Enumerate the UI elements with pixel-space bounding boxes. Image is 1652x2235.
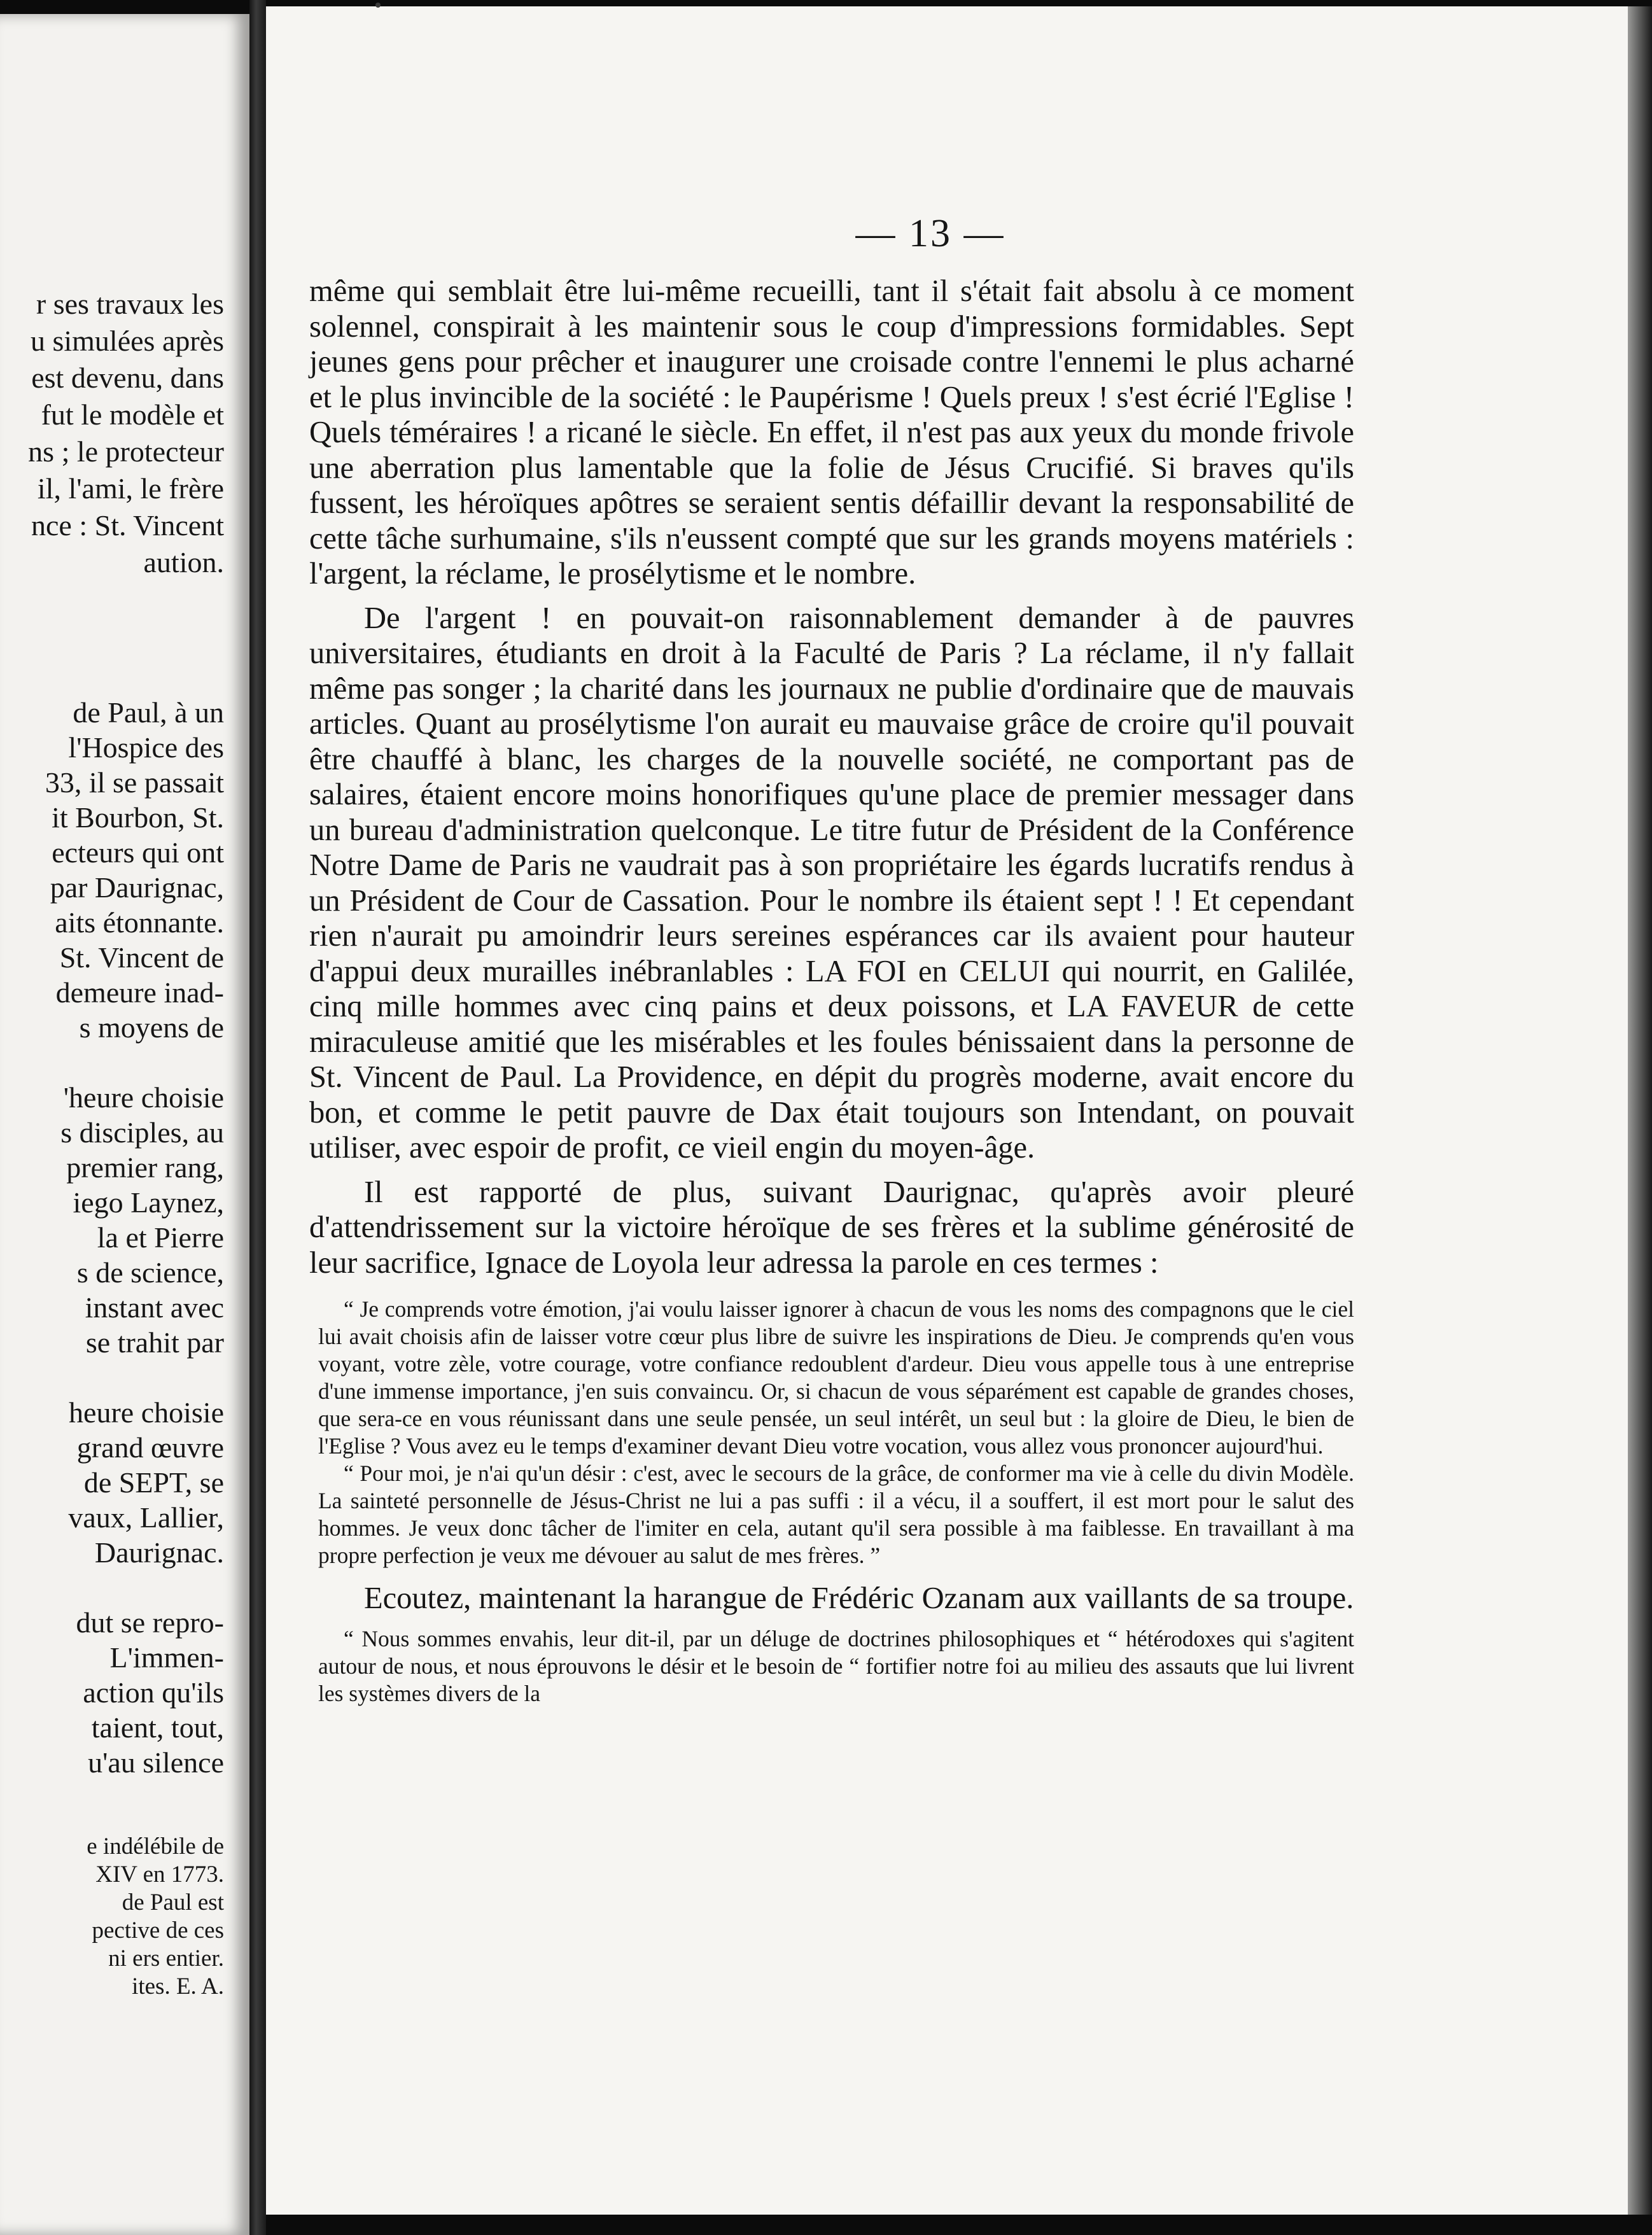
- left-page-line: s moyens de: [79, 1011, 224, 1044]
- paragraph-4-text: Ecoutez, maintenant la harangue de Frédéric Ozanam aux vaillants de sa troupe.: [364, 1581, 1354, 1615]
- paragraph-1-text: même qui semblait être lui-même recueilli, tant il s'était fait absolu à ce moment solennel, conspirait à les maintenir sous le coup d'impressions formidables. Sept jeunes gens pour prêcher et inaugurer une croisade contre l'ennemi le plus acharné et le plus invincible de la société : le Paupérisme ! Quels preux ! s'est écrié l'Eglise ! Quels téméraires ! a ricané le siècle. En effet, il n'est pas aux yeux du monde frivole une aberration plus lamentable que la folie de Jésus Crucifié. Si braves qu'ils fussent, les héroïques apôtres se seraient sentis défaillir devant la responsabilité de cette tâche surhumaine, s'ils n'eussent compté que sur les grands moyens matériels : l'argent, la réclame, le prosélytisme et le nombre.: [309, 274, 1354, 591]
- paragraph-4: [309, 1581, 1354, 1616]
- left-page-line: e indélébile de: [87, 1833, 224, 1860]
- page-number: — 13 —: [855, 212, 1005, 255]
- paragraph-3: [309, 1175, 1354, 1281]
- paragraph-2-text: De l'argent ! en pouvait-on raisonnablement demander à de pauvres universitaires, étudiants en droit à la Faculté de Paris ? La réclame, il n'y fallait même pas songer ; la charité dans les journaux ne publie d'ordinaire que de mauvais articles. Quant au prosélytisme l'on aurait eu mauvaise grâce de croire qu'il pouvait être chauffé à blanc, les charges de la nouvelle société, ne comportant pas de salaires, étaient encore moins honorifiques qu'une place de premier messager dans un bureau d'administration quelconque. Le titre futur de Président de la Conférence Notre Dame de Paris ne vaudrait pas à son propriétaire les égards lucratifs rendus à un Président de Cour de Cassation. Pour le nombre ils étaient sept ! ! Et cependant rien n'aurait pu amoindrir leurs sereines espérances car ils avaient pour hauteur d'appui deux murailles inébranlables : LA FOI en CELUI qui nourrit, en Galilée, cinq mille hommes avec cinq pains et deux poissons, et LA FAVEUR de cette miraculeuse amitié que les misérables et les foules bénissaient dans la personne de St. Vincent de Paul. La Providence, en dépit du progrès moderne, avait encore du bon, et comme le petit pauvre de Dax était toujours son Intendant, on pouvait utiliser, avec espoir de profit, ce vieil engin du moyen-âge.: [309, 601, 1354, 1165]
- left-page-line: demeure inad-: [55, 976, 224, 1009]
- left-page-line: instant avec: [85, 1291, 224, 1324]
- left-page-line: action qu'ils: [83, 1676, 224, 1709]
- left-page-line: de Paul est: [122, 1889, 224, 1916]
- loyola-quote-paragraph-2: “ Pour moi, je n'ai qu'un désir : c'est, avec le secours de la grâce, de conformer ma vie à celle du divin Modèle. La sainteté personnelle de Jésus-Christ ne lui a pas suffi : il a vécu, il a souffert, il est mort pour le salut des hommes. Je veux donc tâcher de l'imiter en cela, autant qu'il sera possible à ma faiblesse. En travaillant à ma propre perfection je veux me dévouer au salut de mes frères. ”: [318, 1461, 1354, 1568]
- left-page-line: grand œuvre: [76, 1431, 224, 1464]
- left-page-line: L'immen-: [109, 1641, 224, 1674]
- left-page-line: de SEPT, se: [83, 1466, 224, 1499]
- paragraph-2: [309, 601, 1354, 1166]
- left-page-line: heure choisie: [69, 1396, 224, 1429]
- left-page-line: de Paul, à un: [73, 696, 224, 729]
- left-page-line: u'au silence: [88, 1746, 224, 1779]
- left-page-line: se trahit par: [85, 1326, 224, 1359]
- left-page-line: ni ers entier.: [108, 1945, 224, 1972]
- left-page-line: pective de ces: [92, 1917, 224, 1944]
- left-page-line: 'heure choisie: [63, 1081, 224, 1114]
- left-page-line: aits étonnante.: [55, 906, 224, 939]
- left-page-line: iego Laynez,: [73, 1186, 224, 1219]
- book-gutter: [249, 0, 266, 2235]
- page-edge-shadow: [1628, 6, 1652, 2215]
- right-page-text-column: [309, 211, 1354, 1719]
- left-page-line: ns ; le protecteur: [28, 435, 224, 468]
- left-page-line: 33, il se passait: [45, 766, 224, 799]
- left-page-line: l'Hospice des: [68, 731, 224, 764]
- left-page-line: vaux, Lallier,: [68, 1501, 224, 1534]
- left-page-line: aution.: [143, 546, 224, 578]
- left-page-line: u simulées après: [30, 325, 224, 357]
- ozanam-quote-text: “ Nous sommes envahis, leur dit-il, par un déluge de doctrines philosophiques et “ hétérodoxes qui s'agitent autour de nous, et nous éprouvons le désir et le besoin de “ fortifier notre foi au milieu des assauts que lui livrent les systèmes divers de la: [318, 1625, 1354, 1706]
- left-page-line: par Daurignac,: [50, 871, 224, 904]
- left-page-line: fut le modèle et: [41, 398, 224, 431]
- left-page-line: it Bourbon, St.: [52, 801, 224, 834]
- left-page-line: taient, tout,: [91, 1711, 224, 1744]
- left-page-line: la et Pierre: [97, 1221, 224, 1254]
- left-page-line: ecteurs qui ont: [52, 836, 224, 869]
- loyola-quote: [309, 1296, 1354, 1569]
- left-page-line: il, l'ami, le frère: [37, 472, 224, 505]
- left-page-line: s de science,: [76, 1256, 224, 1289]
- left-page: [0, 14, 249, 2235]
- paragraph-1: [309, 274, 1354, 592]
- left-page-line: est devenu, dans: [31, 361, 224, 394]
- left-page-line: s disciples, au: [60, 1116, 224, 1149]
- scan-speck: [375, 3, 381, 8]
- left-page-line: r ses travaux les: [36, 288, 224, 320]
- paragraph-3-text: Il est rapporté de plus, suivant Daurignac, qu'après avoir pleuré d'attendrissement sur la victoire héroïque de ses frères et la sublime générosité de leur sacrifice, Ignace de Loyola leur adressa la parole en ces termes :: [309, 1175, 1354, 1280]
- left-page-line: nce : St. Vincent: [31, 509, 224, 542]
- left-page-line: dut se repro-: [76, 1606, 224, 1639]
- left-page-line: XIV en 1773.: [95, 1861, 224, 1888]
- ozanam-quote: [309, 1625, 1354, 1707]
- left-page-line: premier rang,: [66, 1151, 224, 1184]
- loyola-quote-paragraph-1: “ Je comprends votre émotion, j'ai voulu laisser ignorer à chacun de vous les noms des compagnons que le ciel lui avait choisis afin de laisser votre cœur plus libre de suivre les inspirations de Dieu. Je comprends qu'en vous voyant, votre zèle, votre courage, votre confiance redoublent d'ardeur. Dieu vous appelle tous à une entreprise d'une immense importance, j'en suis convaincu. Or, si chacun de vous séparément est capable de grandes choses, que sera-ce en vous réunissant dans une seule pensée, un seul intérêt, un seul but : la gloire de Dieu, le bien de l'Eglise ? Vous avez eu le temps d'examiner devant Dieu votre vocation, vous allez vous prononcer aujourd'hui.: [318, 1296, 1354, 1459]
- left-page-line: St. Vincent de: [59, 941, 224, 974]
- left-page-line: Daurignac.: [94, 1536, 224, 1569]
- left-page-line: ites. E. A.: [132, 1973, 224, 2000]
